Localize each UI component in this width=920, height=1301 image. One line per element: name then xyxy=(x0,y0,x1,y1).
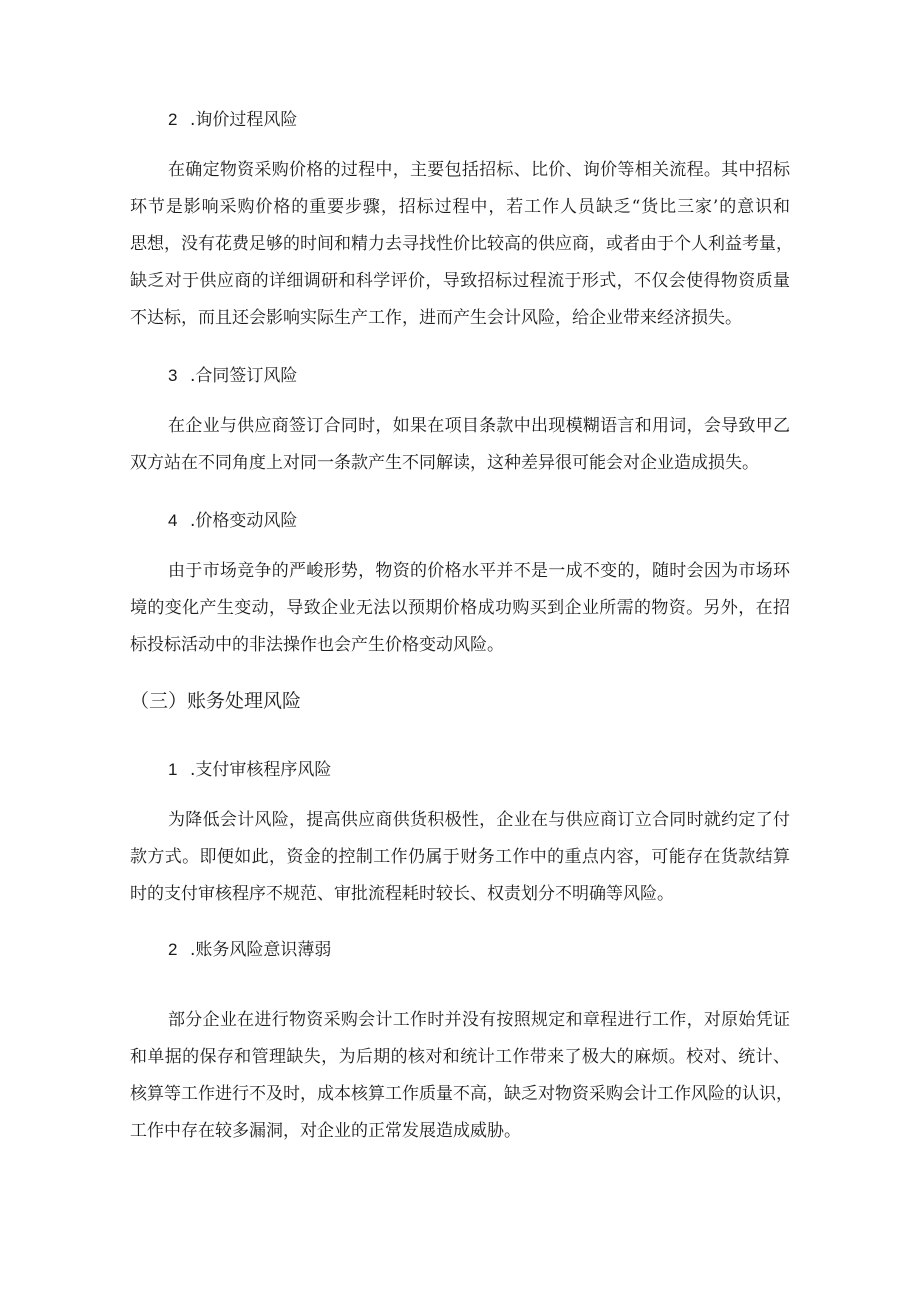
heading-number: 4 xyxy=(168,511,178,530)
paragraph-line: 时的支付审核程序不规范、审批流程耗时较长、权责划分不明确等风险。 xyxy=(130,884,674,904)
paragraph-line: 双方站在不同角度上对同一条款产生不同解读，这种差异很可能会对企业造成损失。 xyxy=(130,453,759,473)
heading-title: .账务风险意识薄弱 xyxy=(190,940,332,960)
heading-price-change-risk xyxy=(168,509,297,533)
heading-number: 1 xyxy=(168,760,178,779)
heading-title: .价格变动风险 xyxy=(190,511,298,531)
paragraph-payment-review-risk xyxy=(130,802,790,913)
paragraph-line: 不达标，而且还会影响实际生产工作，进而产生会计风险，给企业带来经济损失。 xyxy=(130,308,742,328)
paragraph-line: 工作中存在较多漏洞，对企业的正常发展造成威胁。 xyxy=(130,1121,521,1141)
paragraph-line: 在企业与供应商签订合同时，如果在项目条款中出现模糊语言和用词，会导致甲乙 xyxy=(168,416,790,436)
heading-payment-review-risk xyxy=(168,758,331,782)
paragraph-line: 由于市场竞争的严峻形势，物资的价格水平并不是一成不变的，随时会因为市场环 xyxy=(168,561,790,581)
paragraph-line: 在确定物资采购价格的过程中，主要包括招标、比价、询价等相关流程。其中招标 xyxy=(168,160,790,180)
heading-number: 2 xyxy=(168,110,178,129)
paragraph-price-change-risk xyxy=(130,553,790,664)
paragraph-inquiry-risk xyxy=(130,152,793,337)
paragraph-line: 为降低会计风险，提高供应商供货积极性，企业在与供应商订立合同时就约定了付 xyxy=(168,810,790,830)
paragraph-line: 核算等工作进行不及时，成本核算工作质量不高，缺乏对物资采购会计工作风险的认识， xyxy=(130,1084,793,1104)
paragraph-awareness-risk xyxy=(130,1002,793,1150)
paragraph-contract-risk xyxy=(130,408,790,482)
paragraph-line: 标投标活动中的非法操作也会产生价格变动风险。 xyxy=(130,635,504,655)
heading-contract-risk xyxy=(168,364,297,388)
section-title-accounting-risk: （三）账务处理风险 xyxy=(130,690,302,712)
heading-title: .合同签订风险 xyxy=(190,366,298,386)
heading-title: .支付审核程序风险 xyxy=(190,760,332,780)
paragraph-line: 缺乏对于供应商的详细调研和科学评价，导致招标过程流于形式，不仅会使得物资质量 xyxy=(130,271,790,291)
paragraph-line: 和单据的保存和管理缺失，为后期的核对和统计工作带来了极大的麻烦。校对、统计、 xyxy=(130,1047,790,1067)
paragraph-line: 款方式。即便如此，资金的控制工作仍属于财务工作中的重点内容，可能存在货款结算 xyxy=(130,847,790,867)
heading-number: 2 xyxy=(168,940,178,959)
paragraph-line: 思想，没有花费足够的时间和精力去寻找性价比较高的供应商，或者由于个人利益考量， xyxy=(130,234,793,254)
paragraph-line: 部分企业在进行物资采购会计工作时并没有按照规定和章程进行工作，对原始凭证 xyxy=(168,1010,790,1030)
heading-awareness-risk xyxy=(168,938,331,962)
paragraph-line: 境的变化产生变动，导致企业无法以预期价格成功购买到企业所需的物资。另外，在招 xyxy=(130,598,790,618)
heading-number: 3 xyxy=(168,366,178,385)
heading-inquiry-risk xyxy=(168,108,297,132)
paragraph-line: 环节是影响采购价格的重要步骤，招标过程中，若工作人员缺乏“货比三家’的意识和 xyxy=(130,197,790,217)
heading-title: .询价过程风险 xyxy=(190,110,298,130)
